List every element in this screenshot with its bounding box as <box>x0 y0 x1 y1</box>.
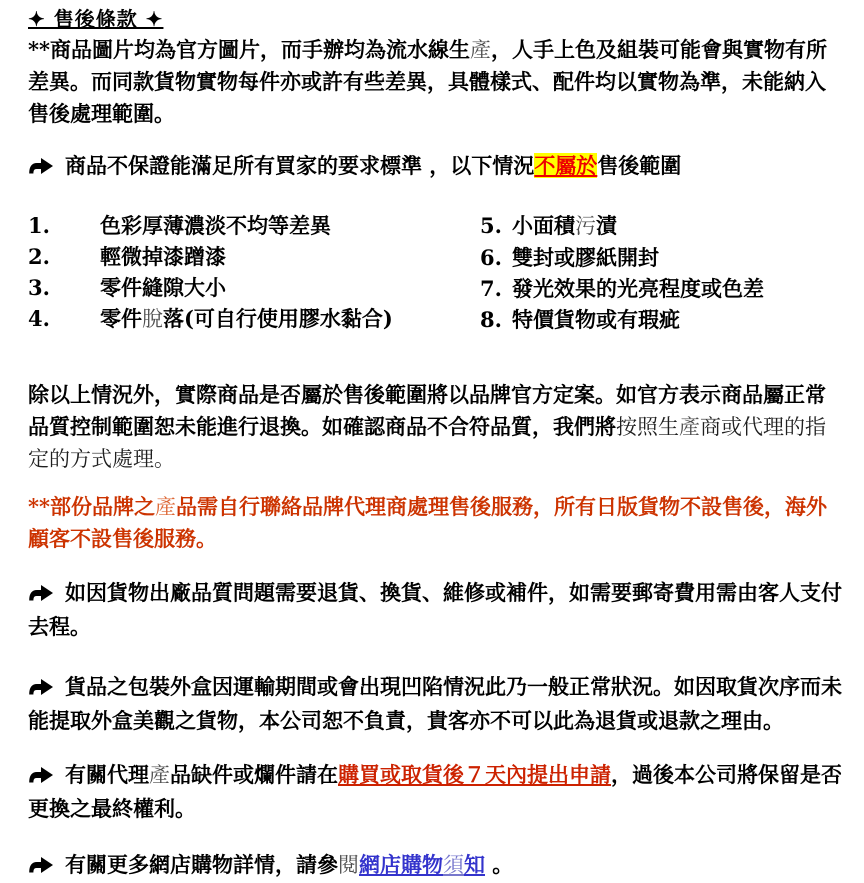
text-segment: 有關代理 <box>65 762 149 787</box>
point-text <box>28 580 842 639</box>
text-segment: 產 <box>679 415 700 439</box>
text-segment: 小面積 <box>512 213 575 238</box>
exclusion-column-left <box>28 210 480 335</box>
text-segment: 有關更多網店購物詳情，請參 <box>65 852 338 877</box>
text-segment: 漬 <box>596 213 617 238</box>
right-arrow-icon <box>28 152 54 184</box>
item-text <box>512 213 617 238</box>
text-segment: 品缺件或爛件請在 <box>170 762 338 787</box>
item-number: 7. <box>480 276 502 301</box>
item-text <box>512 276 764 301</box>
text-segment: 輕微掉漆蹭漆 <box>100 244 226 269</box>
notice-text <box>65 153 681 178</box>
packaging-condition-point <box>28 671 846 737</box>
text-segment: 售後範圍 <box>597 153 682 178</box>
text-segment: 品需自行聯絡品牌代理商處理售後服務，所有日版貨物不設售後，海外顧客不設售後服務。 <box>28 494 827 551</box>
text-segment: 按照生 <box>616 415 679 439</box>
text-segment: 商或代理的指定的方式處理。 <box>28 415 826 471</box>
right-arrow-icon <box>28 761 54 793</box>
list-item <box>480 304 846 335</box>
list-item <box>28 210 480 241</box>
item-text <box>512 307 680 332</box>
text-segment: 產 <box>149 763 170 787</box>
text-segment: 產 <box>154 495 176 519</box>
text-segment: 雙封或膠紙開封 <box>512 245 659 270</box>
item-number: 6. <box>480 245 502 270</box>
exclusion-column-right <box>480 210 846 335</box>
text-segment: ，過後本公司將保留是否更換之最終權利。 <box>28 762 842 821</box>
inline-link[interactable]: 網店購物 <box>359 852 443 877</box>
text-segment: 落(可自行使用膠水黏合) <box>163 306 393 331</box>
right-arrow-icon <box>28 579 54 611</box>
text-segment: ，人手上色及組裝可能會與實物有所差異。而同款貨物實物每件亦或許有些差異，具體樣式、配件均以實物為準，未能納入售後處理範圍。 <box>28 37 827 126</box>
text-segment: 特價貨物或有瑕疵 <box>512 307 680 332</box>
text-segment: 不屬於 <box>534 153 598 178</box>
shipping-cost-point <box>28 577 846 643</box>
item-number: 8. <box>480 307 502 332</box>
text-segment: 。 <box>485 852 514 877</box>
text-segment: 產 <box>469 38 491 62</box>
claim-window-point <box>28 759 846 825</box>
item-text <box>100 244 226 269</box>
intro-paragraph <box>28 34 846 130</box>
text-segment: 貨品之包裝外盒因運輸期間或會出現凹陷情況此乃一般正常狀況。如因取貨次序而未能提取外盒美觀之貨物，本公司恕不負責，貴客亦不可以此為退貨或退款之理由。 <box>28 674 842 733</box>
item-number: 2. <box>28 244 50 269</box>
decision-paragraph <box>28 379 846 475</box>
list-item <box>480 242 846 273</box>
item-number: 4. <box>28 306 50 331</box>
text-segment: 脫 <box>142 307 163 331</box>
text-segment: 購買或取貨後７天內提出申請 <box>338 762 611 787</box>
text-segment: **商品圖片均為官方圖片，而手辦均為流水線生 <box>28 37 470 62</box>
list-item <box>480 210 846 242</box>
list-item <box>480 273 846 304</box>
item-text <box>512 245 659 270</box>
text-segment: 商品不保證能滿足所有買家的要求標準 ，以下情況 <box>65 153 535 178</box>
item-number: 1. <box>28 213 50 238</box>
point-text <box>28 762 842 821</box>
inline-link[interactable]: 須 <box>443 853 464 877</box>
text-segment: **部份品牌之 <box>28 494 155 519</box>
point-text <box>28 674 842 733</box>
page-title: ✦ 售後條款 ✦ <box>28 7 164 31</box>
right-arrow-icon <box>28 673 54 705</box>
text-segment: 如因貨物出廠品質問題需要退貨、換貨、維修或補件，如需要郵寄費用需由客人支付去程。 <box>28 580 842 639</box>
text-segment: 閱 <box>338 853 359 877</box>
text-segment: 除以上情況外，實際商品是否屬於售後範圍將以品牌官方定案。如官方表示商品屬正常品質控制範圍恕未能進行退換。如確認商品不合符品質，我們將 <box>28 382 826 439</box>
item-number: 3. <box>28 275 50 300</box>
more-info-point <box>28 849 846 883</box>
inline-link[interactable]: 知 <box>464 852 485 877</box>
notice-line <box>28 150 846 184</box>
text-segment: 發光效果的光亮程度或色差 <box>512 276 764 301</box>
item-text <box>100 306 393 331</box>
item-text <box>100 275 226 300</box>
text-segment: 零件 <box>100 306 142 331</box>
list-item <box>28 303 480 335</box>
text-segment: 零件縫隙大小 <box>100 275 226 300</box>
text-segment: 污 <box>575 214 596 238</box>
list-item <box>28 272 480 303</box>
point-text <box>65 852 513 877</box>
list-item <box>28 241 480 272</box>
item-text <box>100 213 331 238</box>
right-arrow-icon <box>28 851 54 883</box>
text-segment: 色彩厚薄濃淡不均等差異 <box>100 213 331 238</box>
brand-warning-paragraph <box>28 491 846 555</box>
item-number: 5. <box>480 213 502 238</box>
exclusion-list <box>28 210 846 335</box>
